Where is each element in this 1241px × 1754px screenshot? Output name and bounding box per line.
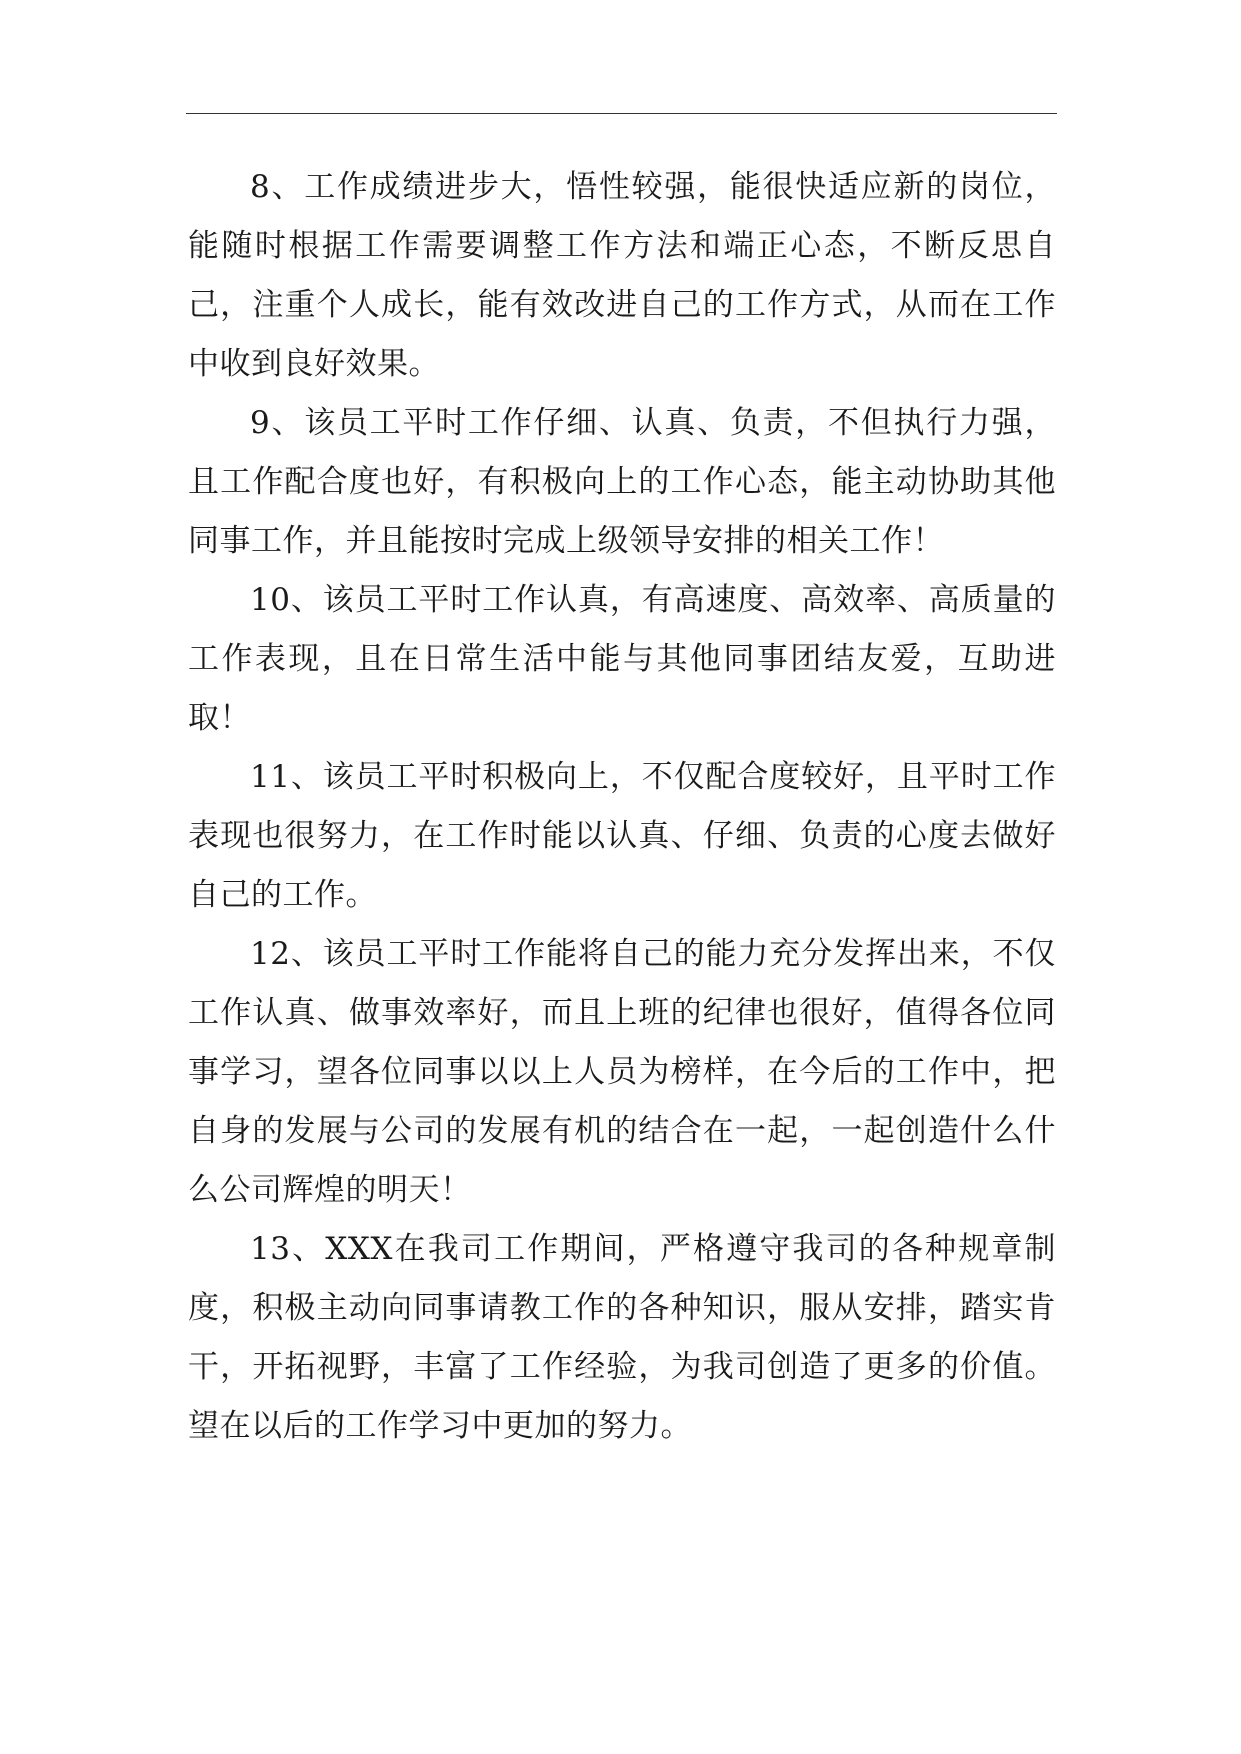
paragraph-11: 11、该员工平时积极向上，不仅配合度较好，且平时工作表现也很努力，在工作时能以认真、仔细、负责的心度去做好自己的工作。 — [188, 759, 1056, 913]
paragraph-12: 12、该员工平时工作能将自己的能力充分发挥出来，不仅工作认真、做事效率好，而且上班的纪律也很好，值得各位同事学习，望各位同事以以上人员为榜样，在今后的工作中，把自身的发展与公司的发展有机的结合在一起，一起创造什么什么公司辉煌的明天！ — [188, 936, 1056, 1208]
paragraph-13: 13、XXX在我司工作期间，严格遵守我司的各种规章制度，积极主动向同事请教工作的各种知识，服从安排，踏实肯干，开拓视野，丰富了工作经验，为我司创造了更多的价值。望在以后的工作学习中更加的努力。 — [188, 1231, 1056, 1444]
paragraph-8: 8、工作成绩进步大，悟性较强，能很快适应新的岗位，能随时根据工作需要调整工作方法和端正心态，不断反思自己，注重个人成长，能有效改进自己的工作方式，从而在工作中收到良好效果。 — [188, 169, 1056, 382]
paragraph-9: 9、该员工平时工作仔细、认真、负责，不但执行力强，且工作配合度也好，有积极向上的工作心态，能主动协助其他同事工作，并且能按时完成上级领导安排的相关工作！ — [188, 405, 1056, 559]
paragraph-10: 10、该员工平时工作认真，有高速度、高效率、高质量的工作表现，且在日常生活中能与其他同事团结友爱，互助进取！ — [188, 582, 1056, 736]
header-rule — [186, 113, 1057, 114]
document-body — [188, 158, 1056, 1456]
